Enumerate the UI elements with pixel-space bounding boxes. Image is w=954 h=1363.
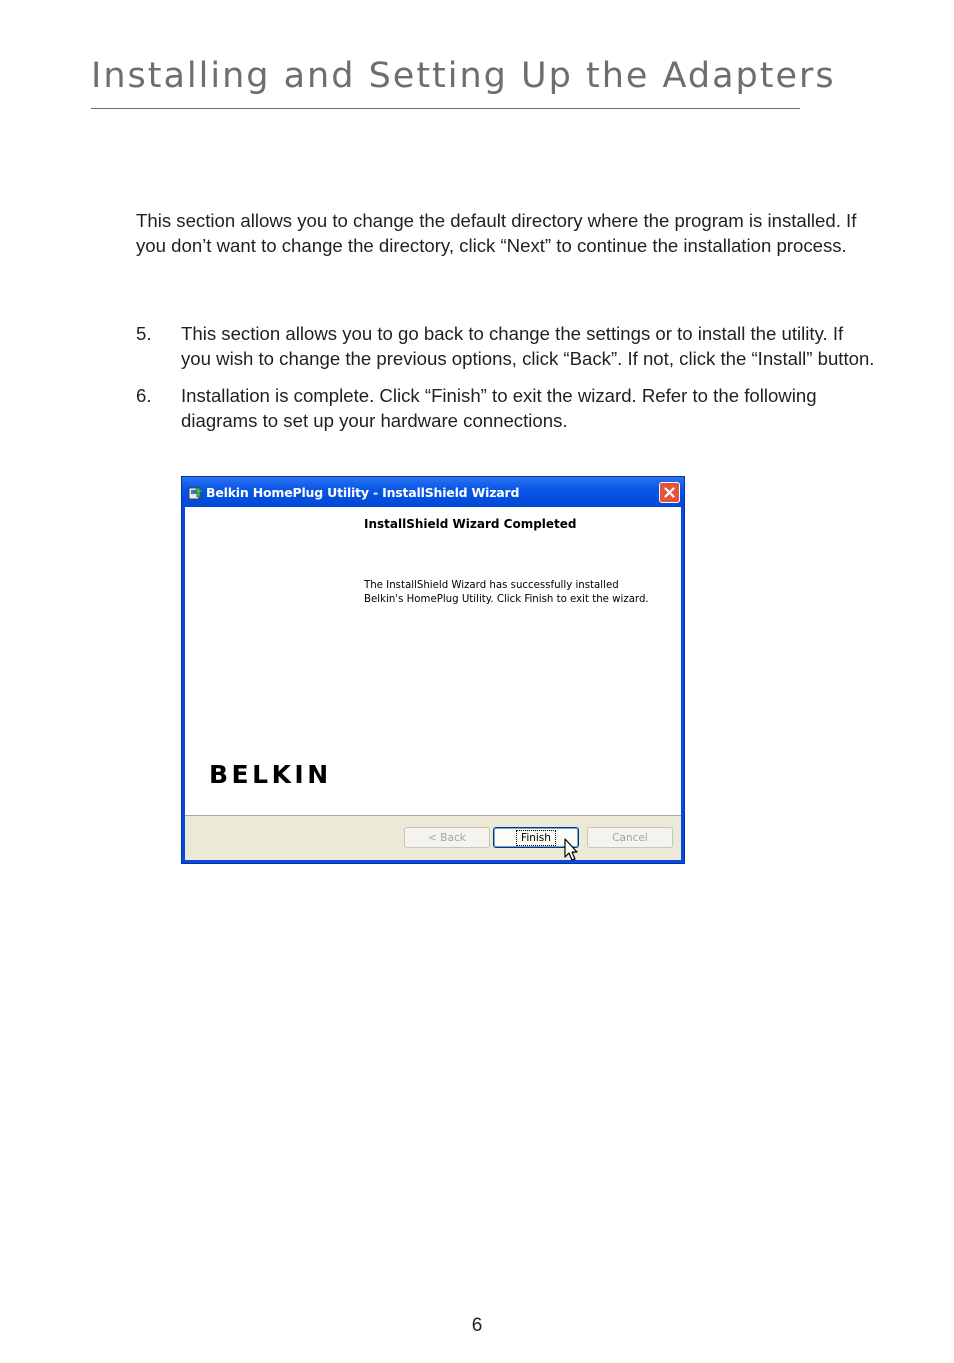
page-title: Installing and Setting Up the Adapters [91, 56, 836, 96]
step-item [136, 383, 876, 433]
page-number: 6 [471, 1315, 483, 1336]
cancel-button[interactable] [587, 827, 673, 848]
wizard-heading: InstallShield Wizard Completed [364, 517, 577, 531]
back-button[interactable] [404, 827, 490, 848]
step-text: This section allows you to go back to change the settings or to install the utility. If you wish to change the previous options, click “Back”. If not, click the “Install” button. [181, 323, 875, 369]
close-button[interactable] [659, 482, 680, 503]
step-number: 6. [136, 385, 152, 406]
cancel-button-label: Cancel [612, 831, 648, 844]
dialog-button-bar [185, 815, 681, 860]
wizard-message: The InstallShield Wizard has successfully installed Belkin's HomePlug Utility. Click Finish to exit the wizard. [364, 580, 649, 605]
dialog-content [185, 507, 681, 860]
mouse-pointer-icon [564, 838, 580, 862]
steps-list [136, 321, 876, 445]
step-number: 5. [136, 323, 152, 344]
intro-paragraph: This section allows you to change the default directory where the program is installed. If you don’t want to change the directory, click “Next” to continue the installation process. [136, 210, 857, 256]
finish-button-label: Finish [518, 832, 554, 844]
step-text: Installation is complete. Click “Finish” to exit the wizard. Refer to the following diagrams to set up your hardware connections. [181, 385, 817, 431]
dialog-title: Belkin HomePlug Utility - InstallShield Wizard [206, 485, 520, 500]
dialog-titlebar[interactable] [182, 477, 684, 507]
svg-text:BELKIN: BELKIN [209, 760, 332, 788]
step-item [136, 321, 876, 371]
title-rule [91, 108, 800, 109]
close-icon [664, 487, 675, 498]
back-button-label: < Back [428, 831, 466, 844]
wizard-dialog [181, 476, 685, 864]
belkin-logo [209, 760, 354, 788]
installer-icon [188, 485, 204, 501]
